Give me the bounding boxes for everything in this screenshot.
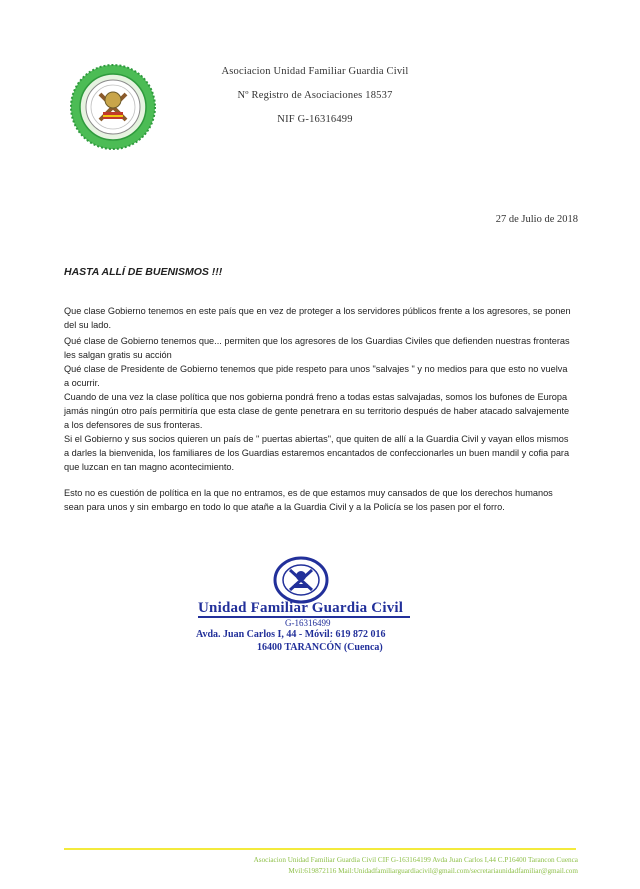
association-name: Asociacion Unidad Familiar Guardia Civil bbox=[221, 66, 409, 77]
letter-date: 27 de Julio de 2018 bbox=[495, 214, 578, 225]
paragraph-line: Qué clase de Gobierno tenemos que... permiten que los agresores de los Guardias Civiles que defienden nuestras fronteras les salgan gratis su acción bbox=[64, 336, 570, 360]
footer-divider bbox=[64, 848, 576, 850]
paragraph-2 bbox=[64, 334, 574, 474]
paragraph-line: Qué clase de Presidente de Gobierno tenemos que pide respeto para unos "salvajes " y no medios para que esto no vuelva a ocurrir. bbox=[64, 364, 568, 388]
stamp-address: Avda. Juan Carlos I, 44 - Móvil: 619 872 016 bbox=[196, 629, 386, 640]
stamp-organization-name: Unidad Familiar Guardia Civil bbox=[198, 600, 404, 616]
paragraph-line: Cuando de una vez la clase política que nos gobierna pondrá freno a todas estas salvajadas, somos los bufones de Europa jamás ningún otro país permitiría que esta clase de gente penetrara en su territorio después de haber atacado salvajemente a los defensores de sus fronteras. bbox=[64, 392, 570, 430]
footer-contact: Mvil:619872116 Mail:Unidadfamiliarguardiacivil@gmail.com/secretariaunidadfamiliar@gmail.com bbox=[288, 867, 578, 875]
association-logo bbox=[70, 64, 156, 150]
paragraph-line: Esto no es cuestión de política en la que no entramos, es de que estamos muy cansados de que los derechos humanos sean para unos y sin embargo en todo lo que atañe a la Guardia Civil y a la Policía se los pasen por el forro. bbox=[64, 488, 553, 512]
registry-number: Nº Registro de Asociaciones 18537 bbox=[237, 90, 393, 101]
nif-number: NIF G-16316499 bbox=[277, 114, 353, 125]
stamp-nif: G-16316499 bbox=[285, 618, 331, 628]
stamp-city: 16400 TARANCÓN (Cuenca) bbox=[257, 642, 383, 653]
letter-title: HASTA ALLÍ DE BUENISMOS !!! bbox=[64, 266, 223, 278]
paragraph-3 bbox=[64, 486, 574, 514]
footer-address: Asociacion Unidad Familiar Guardia Civil CIF G-163164199 Avda Juan Carlos I,44 C.P16400 Tarancon Cuenca bbox=[253, 856, 578, 864]
stamp-emblem-icon bbox=[272, 556, 330, 604]
paragraph-line: Que clase Gobierno tenemos en este país que en vez de proteger a los servidores públicos frente a los agresores, se ponen del su lado. bbox=[64, 306, 571, 330]
paragraph-line: Si el Gobierno y sus socios quieren un país de " puertas abiertas", que quiten de allí a la Guardia Civil y vayan ellos mismos a darles la bienvenida, los familiares de los Guardias estaremos encantados de confeccionarles un buen mandil y cofia para que luzcan en tan magno acontecimiento. bbox=[64, 434, 570, 472]
paragraph-1 bbox=[64, 304, 574, 332]
